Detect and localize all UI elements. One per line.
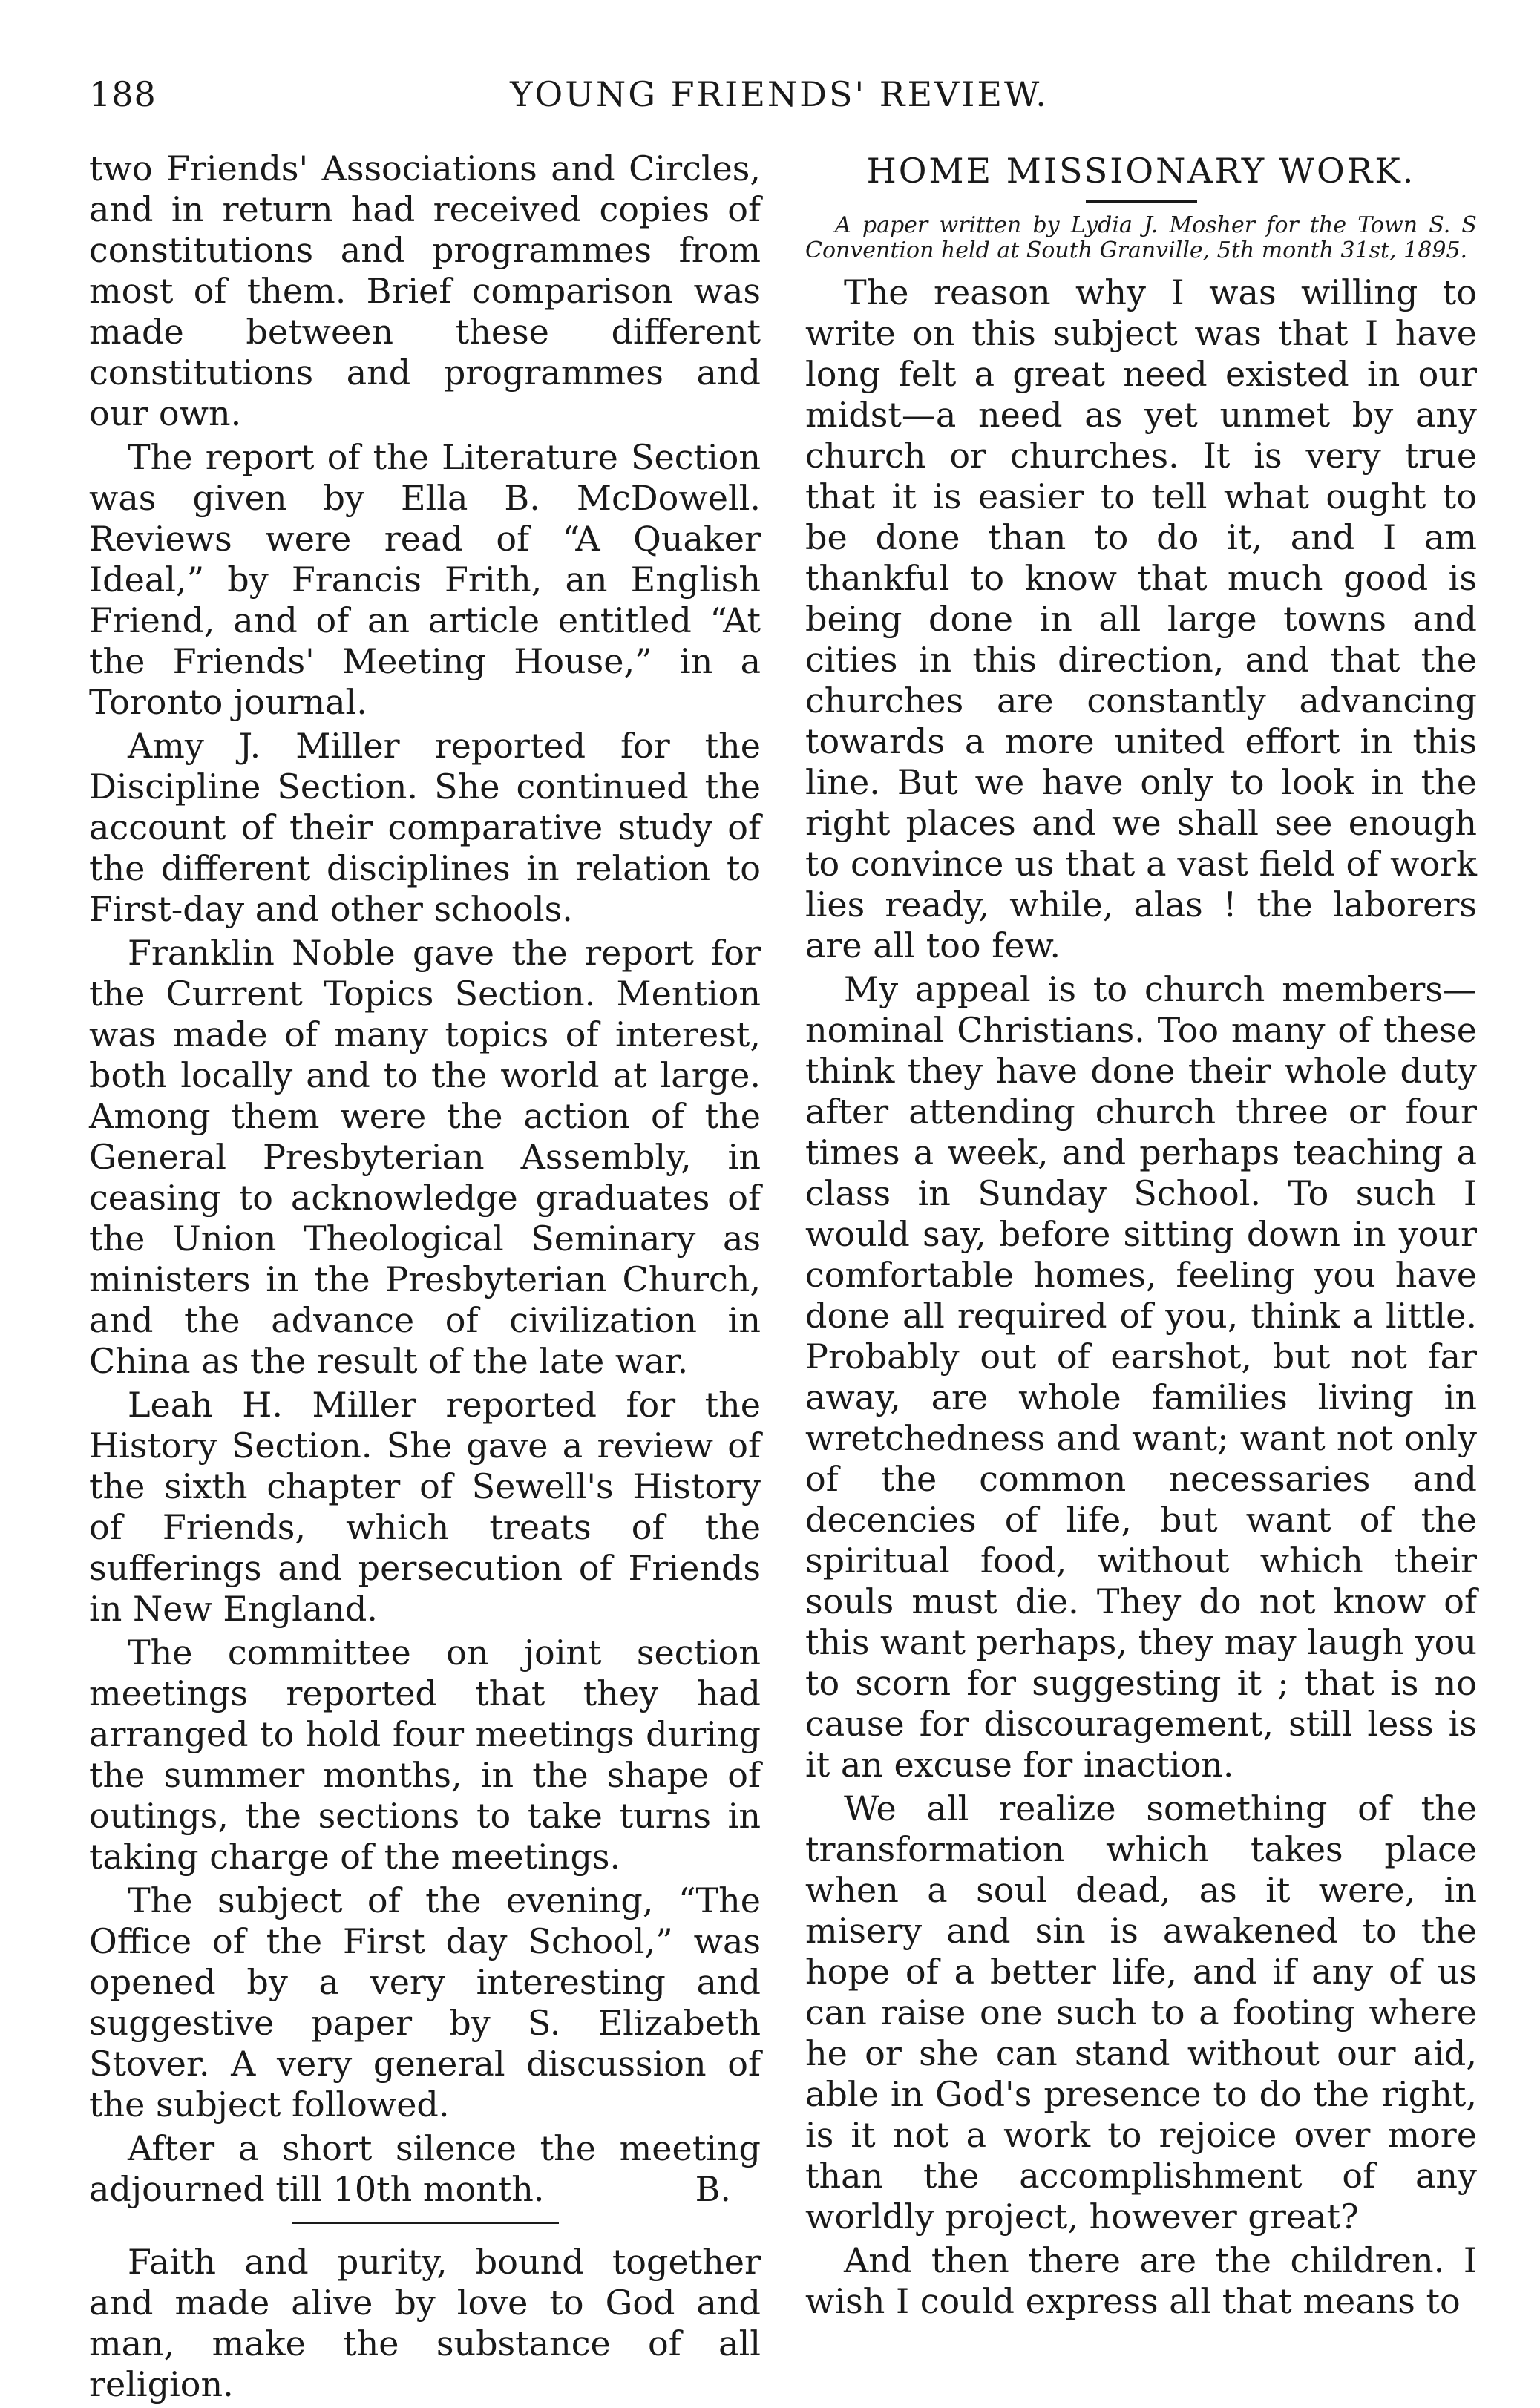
section-divider xyxy=(292,2222,559,2224)
closing-quote: Faith and purity, bound together and made alive by love to God and man, make the substance of all religion. xyxy=(89,2242,761,2404)
page-number: 188 xyxy=(89,74,157,114)
left-column xyxy=(89,148,761,2408)
paragraph-history-section: Leah H. Miller reported for the History Section. She gave a review of the sixth chapter of Sewell's History of Friends, which treats of the sufferings and persecution of Friends in New England. xyxy=(89,1385,761,1629)
paragraph-subject-of-evening: The subject of the evening, “The Office of the First day School,” was opened by a very interesting and suggestive paper by S. Elizabeth Stover. A very general discussion of the subject followed. xyxy=(89,1880,761,2125)
paragraph-current-topics-section: Franklin Noble gave the report for the Current Topics Section. Mention was made of many topics of interest, both locally and to the world at large. Among them were the action of the General Presbyterian Assembly, in ceasing to acknowledge graduates of the Union Theological Seminary as ministers in the Presbyterian Church, and the advance of civilization in China as the result of the late war. xyxy=(89,933,761,1381)
paragraph-discipline-section: Amy J. Miller reported for the Discipline Section. She continued the account of their comparative study of the different disciplines in relation to First-day and other schools. xyxy=(89,726,761,929)
right-column xyxy=(805,148,1477,2325)
paragraph-literature-section: The report of the Literature Section was given by Ella B. McDowell. Reviews were read of “A Quaker Ideal,” by Francis Frith, an English Friend, and of an article entitled “At the Friends' Meeting House,” in a Toronto journal. xyxy=(89,437,761,722)
journal-title: YOUNG FRIENDS' REVIEW. xyxy=(510,74,1049,114)
article-title: HOME MISSIONARY WORK. xyxy=(866,151,1416,191)
closing-line: After a short silence the meeting adjourned till 10th month. xyxy=(89,2128,761,2209)
running-head xyxy=(89,74,1469,126)
paragraph-joint-section-meetings: The committee on joint section meetings reported that they had arranged to hold four meetings during the summer months, in the shape of outings, the sections to take turns in taking charge of the meetings. xyxy=(89,1633,761,1877)
title-divider xyxy=(1086,200,1197,203)
paragraph-reason: The reason why I was willing to write on this subject was that I have long felt a great need existed in our midst—a need as yet unmet by any church or churches. It is very true that it is easier to tell what ought to be done than to do it, and I am thankful to know that much good is being done in all large towns and cities in this direction, and that the churches are constantly advancing towards a more united effort in this line. But we have only to look in the right places and we shall see enough to convince us that a vast field of work lies ready, while, alas ! the laborers are all too few. xyxy=(805,272,1477,965)
paragraph-closing xyxy=(89,2128,761,2210)
paragraph-children: And then there are the children. I wish I could express all that means to xyxy=(805,2240,1477,2321)
signature: B. xyxy=(695,2169,731,2209)
paragraph-associations: two Friends' Associations and Circles, and in return had received copies of constitutions and programmes from most of them. Brief comparison was made between these different constitutions and programmes and our own. xyxy=(89,148,761,433)
article-byline-note: A paper written by Lydia J. Mosher for the Town S. S Convention held at South Granville, 5th month 31st, 1895. xyxy=(805,212,1477,263)
paragraph-appeal: My appeal is to church members—nominal Christians. Too many of these think they have done their whole duty after attending church three or four times a week, and perhaps teaching a class in Sunday School. To such I would say, before sitting down in your comfortable homes, feeling you have done all required of you, think a little. Probably out of earshot, but not far away, are whole families living in wretchedness and want; want not only of the common necessaries and decencies of life, but want of the spiritual food, without which their souls must die. They do not know of this want perhaps, they may laugh you to scorn for suggesting it ; that is no cause for discouragement, still less is it an excuse for inaction. xyxy=(805,969,1477,1785)
paragraph-transformation: We all realize something of the transformation which takes place when a soul dead, as it were, in misery and sin is awakened to the hope of a better life, and if any of us can raise one such to a footing where he or she can stand without our aid, able in God's presence to do the right, is it not a work to rejoice over more than the accomplishment of any worldly project, however great? xyxy=(805,1788,1477,2237)
